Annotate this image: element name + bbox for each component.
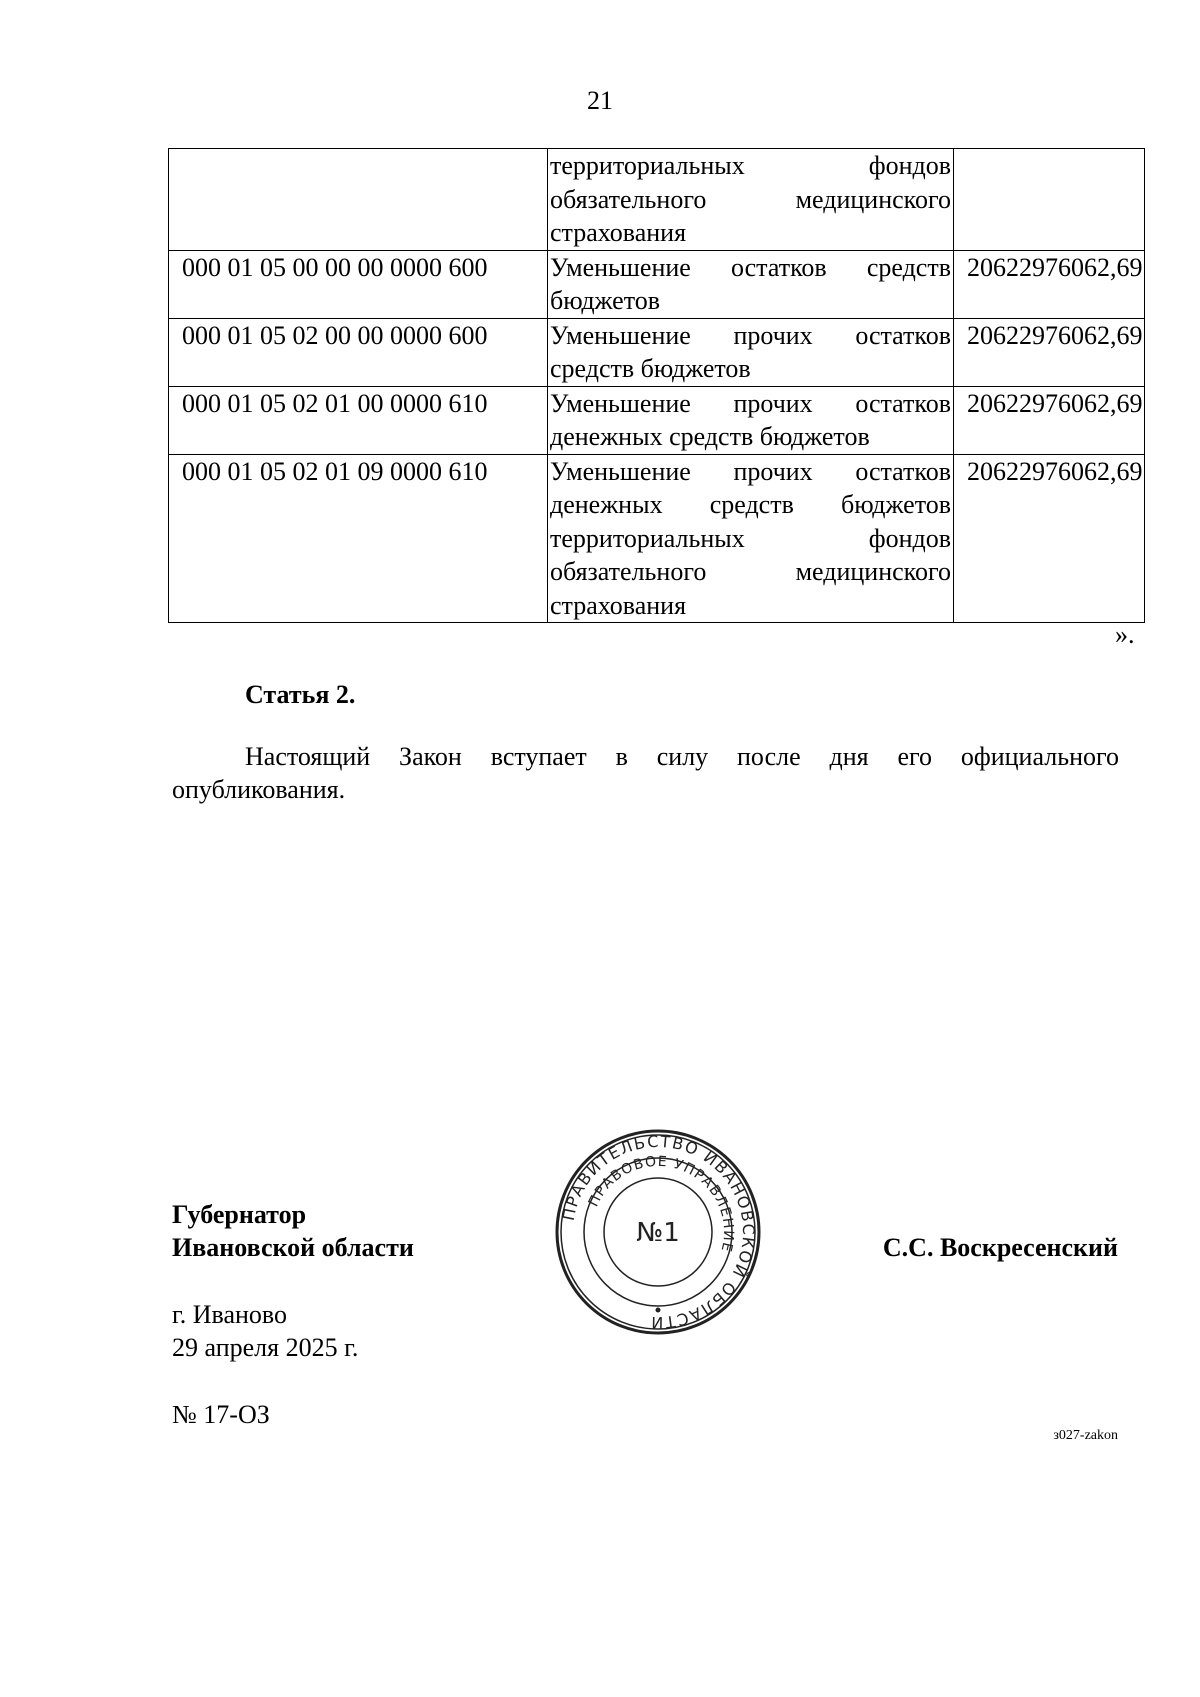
source-name-line: Уменьшение прочих остатков [550,320,951,350]
signatory-title [172,1198,414,1264]
signatory-title-line-2: Ивановской области [172,1233,414,1262]
seal-center-number: №1 [636,1218,680,1248]
budget-code-cell: 000 01 05 02 01 00 0000 610 [169,386,548,454]
official-seal [553,1127,763,1337]
signatory-name: С.С. Воскресенский [882,1233,1118,1262]
source-name-line: страхования [550,218,687,247]
source-name-line: Уменьшение прочих остатков [550,388,951,418]
seal-outer-text: ПРАВИТЕЛЬСТВО ИВАНОВСКОЙ ОБЛАСТИ [558,1131,759,1333]
amount-cell: 20622976062,69 [954,454,1145,623]
table-row [169,318,1145,386]
source-name-line: обязательного медицинского [550,557,951,586]
amount-cell: 20622976062,69 [954,318,1145,386]
seal-inner-text: ПРАВОВОЕ УПРАВЛЕНИЕ [585,1153,737,1255]
table-row [169,454,1145,623]
table-row [169,386,1145,454]
signatory-title-line-1: Губернатор [172,1200,307,1229]
closing-quote: ». [1115,620,1135,649]
source-name-line: территориальных фондов [550,523,951,553]
amount-cell: 20622976062,69 [954,250,1145,318]
signing-place: г. Иваново [172,1300,287,1329]
source-name-cell [548,386,954,454]
document-code: з027-zakon [1053,1428,1118,1443]
table-row [169,250,1145,318]
source-name-line: Уменьшение прочих остатков [550,456,951,486]
page-number: 21 [587,86,613,115]
source-name-line: бюджетов [550,286,661,315]
amount-cell [954,149,1145,251]
source-name-line: территориальных фондов [550,151,951,180]
source-name-line: средств бюджетов [550,354,751,383]
source-name-line: Уменьшение остатков средств [550,252,951,282]
budget-code-cell: 000 01 05 00 00 00 0000 600 [169,250,548,318]
source-name-cell [548,454,954,623]
budget-sources-table [168,148,1145,623]
budget-code-cell [169,149,548,251]
source-name-line: страхования [550,590,687,620]
amount-cell: 20622976062,69 [954,386,1145,454]
source-name-line: обязательного медицинского [550,184,951,214]
budget-code-cell: 000 01 05 02 01 09 0000 610 [169,454,548,623]
table-row [169,149,1145,251]
seal-dot [656,1308,661,1313]
law-number: № 17-ОЗ [172,1400,270,1429]
signing-date: 29 апреля 2025 г. [172,1333,359,1362]
article-heading: Статья 2. [245,680,356,709]
budget-code-cell: 000 01 05 02 00 00 0000 600 [169,318,548,386]
source-name-cell [548,318,954,386]
source-name-cell [548,250,954,318]
source-name-line: денежных средств бюджетов [550,490,951,519]
article-body: Настоящий Закон вступает в силу после дня его официального опубликования. [172,742,1119,804]
source-name-line: денежных средств бюджетов [550,422,870,451]
source-name-cell [548,149,954,251]
